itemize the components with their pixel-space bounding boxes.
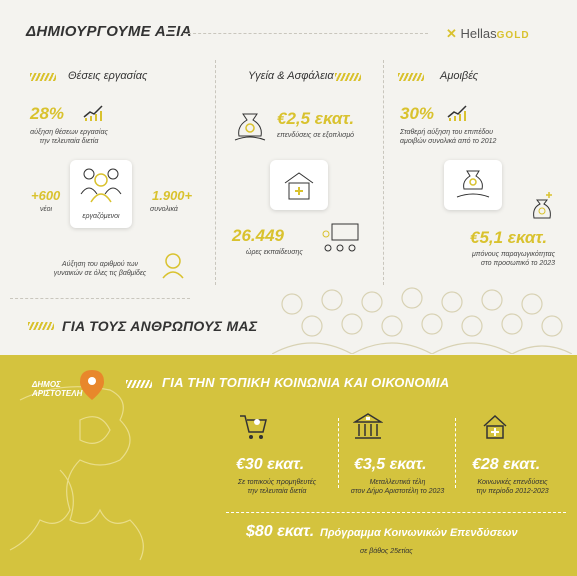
growth-chart-icon <box>82 103 104 121</box>
jobs-heading: Θέσεις εργασίας <box>68 70 148 82</box>
divider <box>226 512 566 513</box>
growth-chart-icon <box>446 103 468 121</box>
program-value: $80 εκατ. <box>246 523 315 540</box>
money-hand-icon <box>455 167 491 203</box>
jobs-total-value: 1.900+ <box>152 188 193 203</box>
health-invest-desc: επενδύσεις σε εξοπλισμό <box>277 132 355 139</box>
hours-value: 26.449 <box>232 226 284 245</box>
jobs-total-label: συνολικά <box>150 206 178 213</box>
text-line: Μεταλλευτικά τέλη <box>369 479 426 486</box>
divider <box>215 60 216 285</box>
decor-stripes <box>126 380 152 388</box>
logo-text: Hellas <box>460 26 497 41</box>
program-sub: σε βάθος 25ετίας <box>360 548 413 555</box>
jobs-pct: 28% <box>30 104 65 123</box>
bonus-desc <box>455 250 555 268</box>
pay-pct-desc <box>400 128 496 146</box>
logo-gold: GOLD <box>496 30 530 41</box>
community-item-1-desc <box>222 478 332 496</box>
text-line: Αύξηση του αριθμού των <box>61 261 139 268</box>
pay-pct: 30% <box>400 104 435 123</box>
hellas-gold-logo <box>446 26 530 42</box>
pay-heading: Αμοιβές <box>440 70 479 82</box>
health-invest-value: €2,5 εκατ. <box>277 109 355 128</box>
text-line: στο προσωπικό το 2023 <box>480 260 555 267</box>
employees-card <box>70 160 132 228</box>
people-title: ΓΙΑ ΤΟΥΣ ΑΝΘΡΩΠΟΥΣ ΜΑΣ <box>62 318 258 334</box>
community-item-2-value: €3,5 εκατ. <box>354 456 427 473</box>
decor-stripes <box>28 322 54 330</box>
shopping-cart-icon <box>238 412 268 442</box>
logo-mark-icon: ✕ <box>446 26 457 41</box>
money-bag-icon <box>233 108 267 142</box>
municipality-label <box>32 380 82 398</box>
text-line: την τελευταία διετία <box>247 488 307 495</box>
text-line: την περίοδο 2012-2023 <box>476 488 549 495</box>
community-item-3-desc <box>460 478 565 496</box>
text-line: ΑΡΙΣΤΟΤΕΛΗ <box>32 389 83 398</box>
text-line: στον Δήμο Αριστοτέλη το 2023 <box>350 488 445 495</box>
bonus-value: €5,1 εκατ. <box>470 228 548 247</box>
text-line: την τελευταία διετία <box>39 138 99 145</box>
community-item-3-value: €28 εκατ. <box>472 456 541 473</box>
jobs-new-label: νέοι <box>40 206 53 213</box>
jobs-new-value: +600 <box>31 188 61 203</box>
text-line: ΔΗΜΟΣ <box>32 380 61 389</box>
decor-stripes <box>30 73 56 81</box>
government-building-icon <box>353 412 383 442</box>
training-icon <box>318 222 360 254</box>
text-line: γυναικών σε όλες τις βαθμίδες <box>53 270 147 277</box>
community-item-1-value: €30 εκατ. <box>236 456 305 473</box>
page-title: ΔΗΜΙΟΥΡΓΟΥΜΕ ΑΞΙΑ <box>26 23 192 40</box>
money-bag-plus-icon <box>530 190 554 220</box>
text-line: μπόνους παραγωγικότητας <box>471 251 555 258</box>
employees-label: εργαζόμενοι <box>82 213 120 220</box>
community-item-2-desc <box>340 478 455 496</box>
safety-card <box>270 160 328 210</box>
community-title: ΓΙΑ ΤΗΝ ΤΟΠΙΚΗ ΚΟΙΝΩΝΙΑ ΚΑΙ ΟΙΚΟΝΟΜΙΑ <box>162 375 450 390</box>
program-label: Πρόγραμμα Κοινωνικών Επενδύσεων <box>320 527 518 539</box>
text-line: Κοινωνικές επενδύσεις <box>477 479 548 486</box>
text-line: αμοιβών συνολικά από το 2012 <box>400 138 497 145</box>
divider <box>383 60 384 285</box>
text-line: αύξηση θέσεων εργασίας <box>30 129 108 136</box>
pay-card <box>444 160 502 210</box>
divider <box>183 33 428 34</box>
women-desc <box>40 260 160 278</box>
hospital-icon <box>281 167 317 203</box>
divider <box>455 418 456 488</box>
divider <box>338 418 339 488</box>
decor-stripes <box>335 73 361 81</box>
health-heading: Υγεία & Ασφάλεια <box>248 70 334 82</box>
divider <box>10 298 190 299</box>
community-house-icon <box>480 412 510 442</box>
hours-desc: ώρες εκπαίδευσης <box>246 249 303 256</box>
text-line: Σταθερή αύξηση του επιπέδου <box>400 129 494 136</box>
woman-icon <box>160 250 186 280</box>
jobs-pct-desc <box>14 128 124 146</box>
text-line: Σε τοπικούς προμηθευτές <box>237 479 317 486</box>
workers-crowd-illustration <box>272 282 572 354</box>
decor-stripes <box>398 73 424 81</box>
workers-icon <box>79 164 123 204</box>
